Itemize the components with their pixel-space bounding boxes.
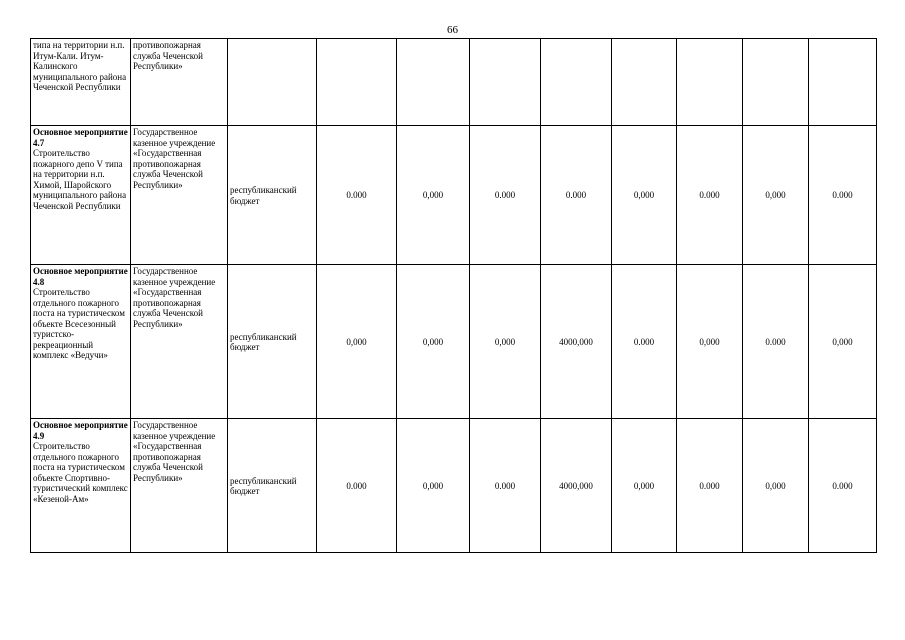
- table-row: [31, 39, 877, 126]
- value-cell: 0,000: [397, 419, 470, 553]
- value-cell: 0,000: [743, 419, 809, 553]
- value-cell: [809, 39, 877, 126]
- value-cell: 0.000: [317, 126, 397, 265]
- executor-cell: противопожарная служба Чеченской Республики»: [131, 39, 228, 126]
- activity-description: Строительство пожарного депо V типа на территории н.п. Химой, Шаройского муниципального района Чеченской Республики: [33, 148, 127, 211]
- value-cell: [317, 39, 397, 126]
- value-cell: 0,000: [809, 265, 877, 419]
- value-cell: [612, 39, 677, 126]
- value-cell: 0,000: [470, 265, 541, 419]
- activity-title: Основное мероприятие 4.7: [33, 127, 128, 148]
- value-cell: 0.000: [677, 419, 743, 553]
- table-row: [31, 419, 877, 553]
- page-number: 66: [447, 24, 458, 36]
- activity-cell: [31, 265, 131, 419]
- table-row: [31, 265, 877, 419]
- value-cell: 0.000: [317, 419, 397, 553]
- executor-cell: Государственное казенное учреждение «Государственная противопожарная служба Чеченской Республики»: [131, 126, 228, 265]
- value-cell: 4000,000: [541, 265, 612, 419]
- value-cell: 0,000: [743, 126, 809, 265]
- executor-cell: Государственное казенное учреждение «Государственная противопожарная служба Чеченской Республики»: [131, 265, 228, 419]
- activity-cell: [31, 419, 131, 553]
- value-cell: 0.000: [809, 419, 877, 553]
- funding-source-cell: республиканский бюджет: [228, 419, 317, 553]
- value-cell: 0,000: [397, 126, 470, 265]
- value-cell: 0.000: [470, 126, 541, 265]
- activity-title: Основное мероприятие 4.8: [33, 266, 128, 287]
- funding-source-cell: республиканский бюджет: [228, 126, 317, 265]
- activity-description: типа на территории н.п. Итум-Кали. Итум-Калинского муниципального района Чеченской Республики: [33, 40, 127, 92]
- table-row: [31, 126, 877, 265]
- value-cell: [470, 39, 541, 126]
- value-cell: [743, 39, 809, 126]
- budget-table: [30, 38, 877, 553]
- value-cell: 0,000: [317, 265, 397, 419]
- activity-cell: [31, 39, 131, 126]
- value-cell: 0,000: [612, 126, 677, 265]
- funding-source-cell: республиканский бюджет: [228, 265, 317, 419]
- value-cell: 0,000: [677, 265, 743, 419]
- value-cell: 0.000: [743, 265, 809, 419]
- value-cell: 0.000: [809, 126, 877, 265]
- activity-title: Основное мероприятие 4.9: [33, 420, 128, 441]
- funding-source-cell: [228, 39, 317, 126]
- value-cell: [677, 39, 743, 126]
- value-cell: 0,000: [397, 265, 470, 419]
- value-cell: 4000,000: [541, 419, 612, 553]
- executor-cell: Государственное казенное учреждение «Государственная противопожарная служба Чеченской Республики»: [131, 419, 228, 553]
- activity-description: Строительство отдельного пожарного поста на туристическом объекте Всесезонный туристско-рекреационный комплекс «Ведучи»: [33, 287, 125, 360]
- activity-description: Строительство отдельного пожарного поста на туристическом объекте Спортивно-туристический комплекс «Кезеной-Ам»: [33, 441, 128, 504]
- value-cell: 0.000: [612, 265, 677, 419]
- value-cell: 0.000: [541, 126, 612, 265]
- value-cell: 0,000: [612, 419, 677, 553]
- value-cell: 0.000: [470, 419, 541, 553]
- value-cell: [541, 39, 612, 126]
- value-cell: [397, 39, 470, 126]
- activity-cell: [31, 126, 131, 265]
- value-cell: 0.000: [677, 126, 743, 265]
